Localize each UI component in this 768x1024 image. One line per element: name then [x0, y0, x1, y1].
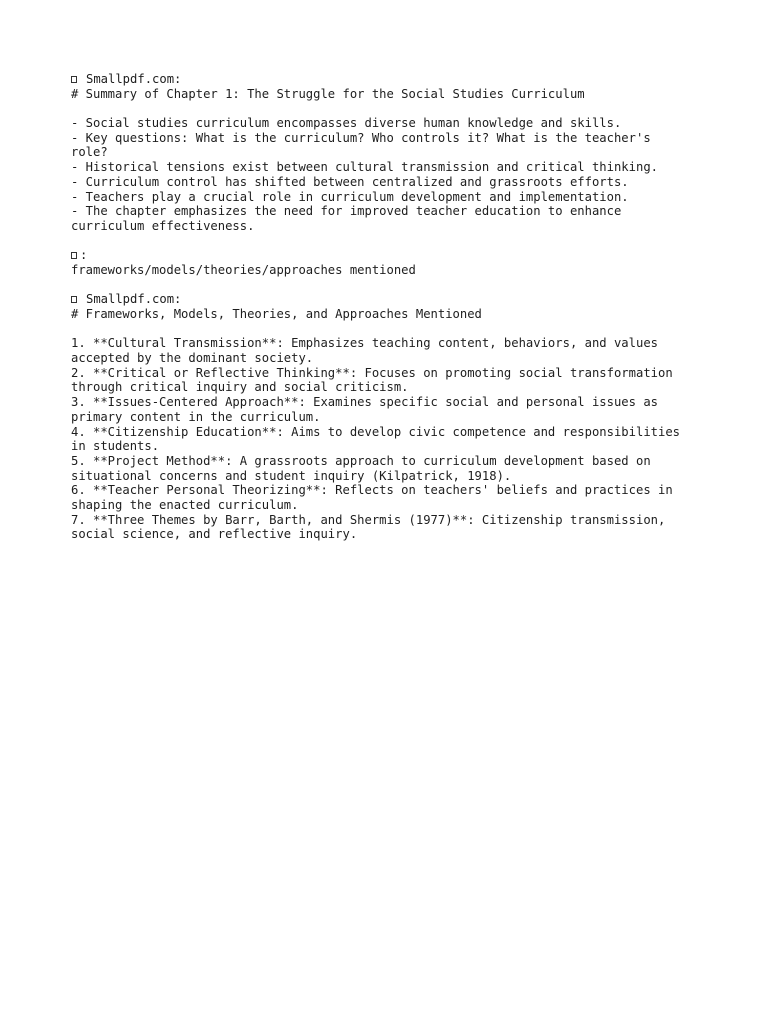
summary-line: role?	[71, 145, 108, 160]
source-line	[71, 292, 721, 307]
framework-line: social science, and reflective inquiry.	[71, 527, 358, 542]
framework-line: situational concerns and student inquiry (Kilpatrick, 1918).	[71, 468, 512, 483]
framework-line: 3. **Issues-Centered Approach**: Examines specific social and personal issues as	[71, 395, 658, 410]
summary-line: - Teachers play a crucial role in curriculum development and implementation.	[71, 189, 629, 204]
source-label: Smallpdf.com:	[86, 292, 182, 307]
source-label: :	[80, 248, 88, 263]
prompt-line: frameworks/models/theories/approaches mentioned	[71, 262, 416, 277]
framework-line: through critical inquiry and social criticism.	[71, 380, 409, 395]
source-line	[71, 248, 721, 263]
spacer	[71, 278, 721, 293]
framework-line: 4. **Citizenship Education**: Aims to develop civic competence and responsibilities	[71, 424, 681, 439]
source-label: Smallpdf.com:	[86, 72, 182, 86]
framework-line: accepted by the dominant society.	[71, 351, 314, 366]
summary-line: - Social studies curriculum encompasses diverse human knowledge and skills.	[71, 116, 622, 131]
section-heading: # Frameworks, Models, Theories, and Approaches Mentioned	[71, 307, 482, 321]
framework-line: 2. **Critical or Reflective Thinking**: Focuses on promoting social transformation	[71, 365, 673, 380]
framework-line: in students.	[71, 439, 160, 454]
spacer	[71, 101, 721, 116]
document-page	[71, 72, 721, 542]
box-icon	[71, 252, 77, 259]
summary-line: - Historical tensions exist between cultural transmission and critical thinking.	[71, 160, 658, 175]
box-icon	[71, 76, 77, 83]
section-heading: # Summary of Chapter 1: The Struggle for the Social Studies Curriculum	[71, 86, 585, 101]
box-icon	[71, 296, 77, 303]
spacer	[71, 322, 721, 337]
framework-line: 6. **Teacher Personal Theorizing**: Reflects on teachers' beliefs and practices in	[71, 483, 673, 498]
summary-line: - The chapter emphasizes the need for improved teacher education to enhance	[71, 204, 622, 219]
framework-line: 5. **Project Method**: A grassroots approach to curriculum development based on	[71, 453, 651, 468]
summary-line: - Curriculum control has shifted between centralized and grassroots efforts.	[71, 174, 629, 189]
summary-line: curriculum effectiveness.	[71, 218, 255, 233]
framework-line: 7. **Three Themes by Barr, Barth, and Shermis (1977)**: Citizenship transmission,	[71, 512, 666, 527]
framework-line: shaping the enacted curriculum.	[71, 497, 299, 512]
spacer	[71, 234, 721, 249]
source-line	[71, 72, 721, 87]
framework-line: 1. **Cultural Transmission**: Emphasizes teaching content, behaviors, and values	[71, 336, 658, 351]
summary-line: - Key questions: What is the curriculum? Who controls it? What is the teacher's	[71, 130, 651, 145]
framework-line: primary content in the curriculum.	[71, 409, 321, 424]
